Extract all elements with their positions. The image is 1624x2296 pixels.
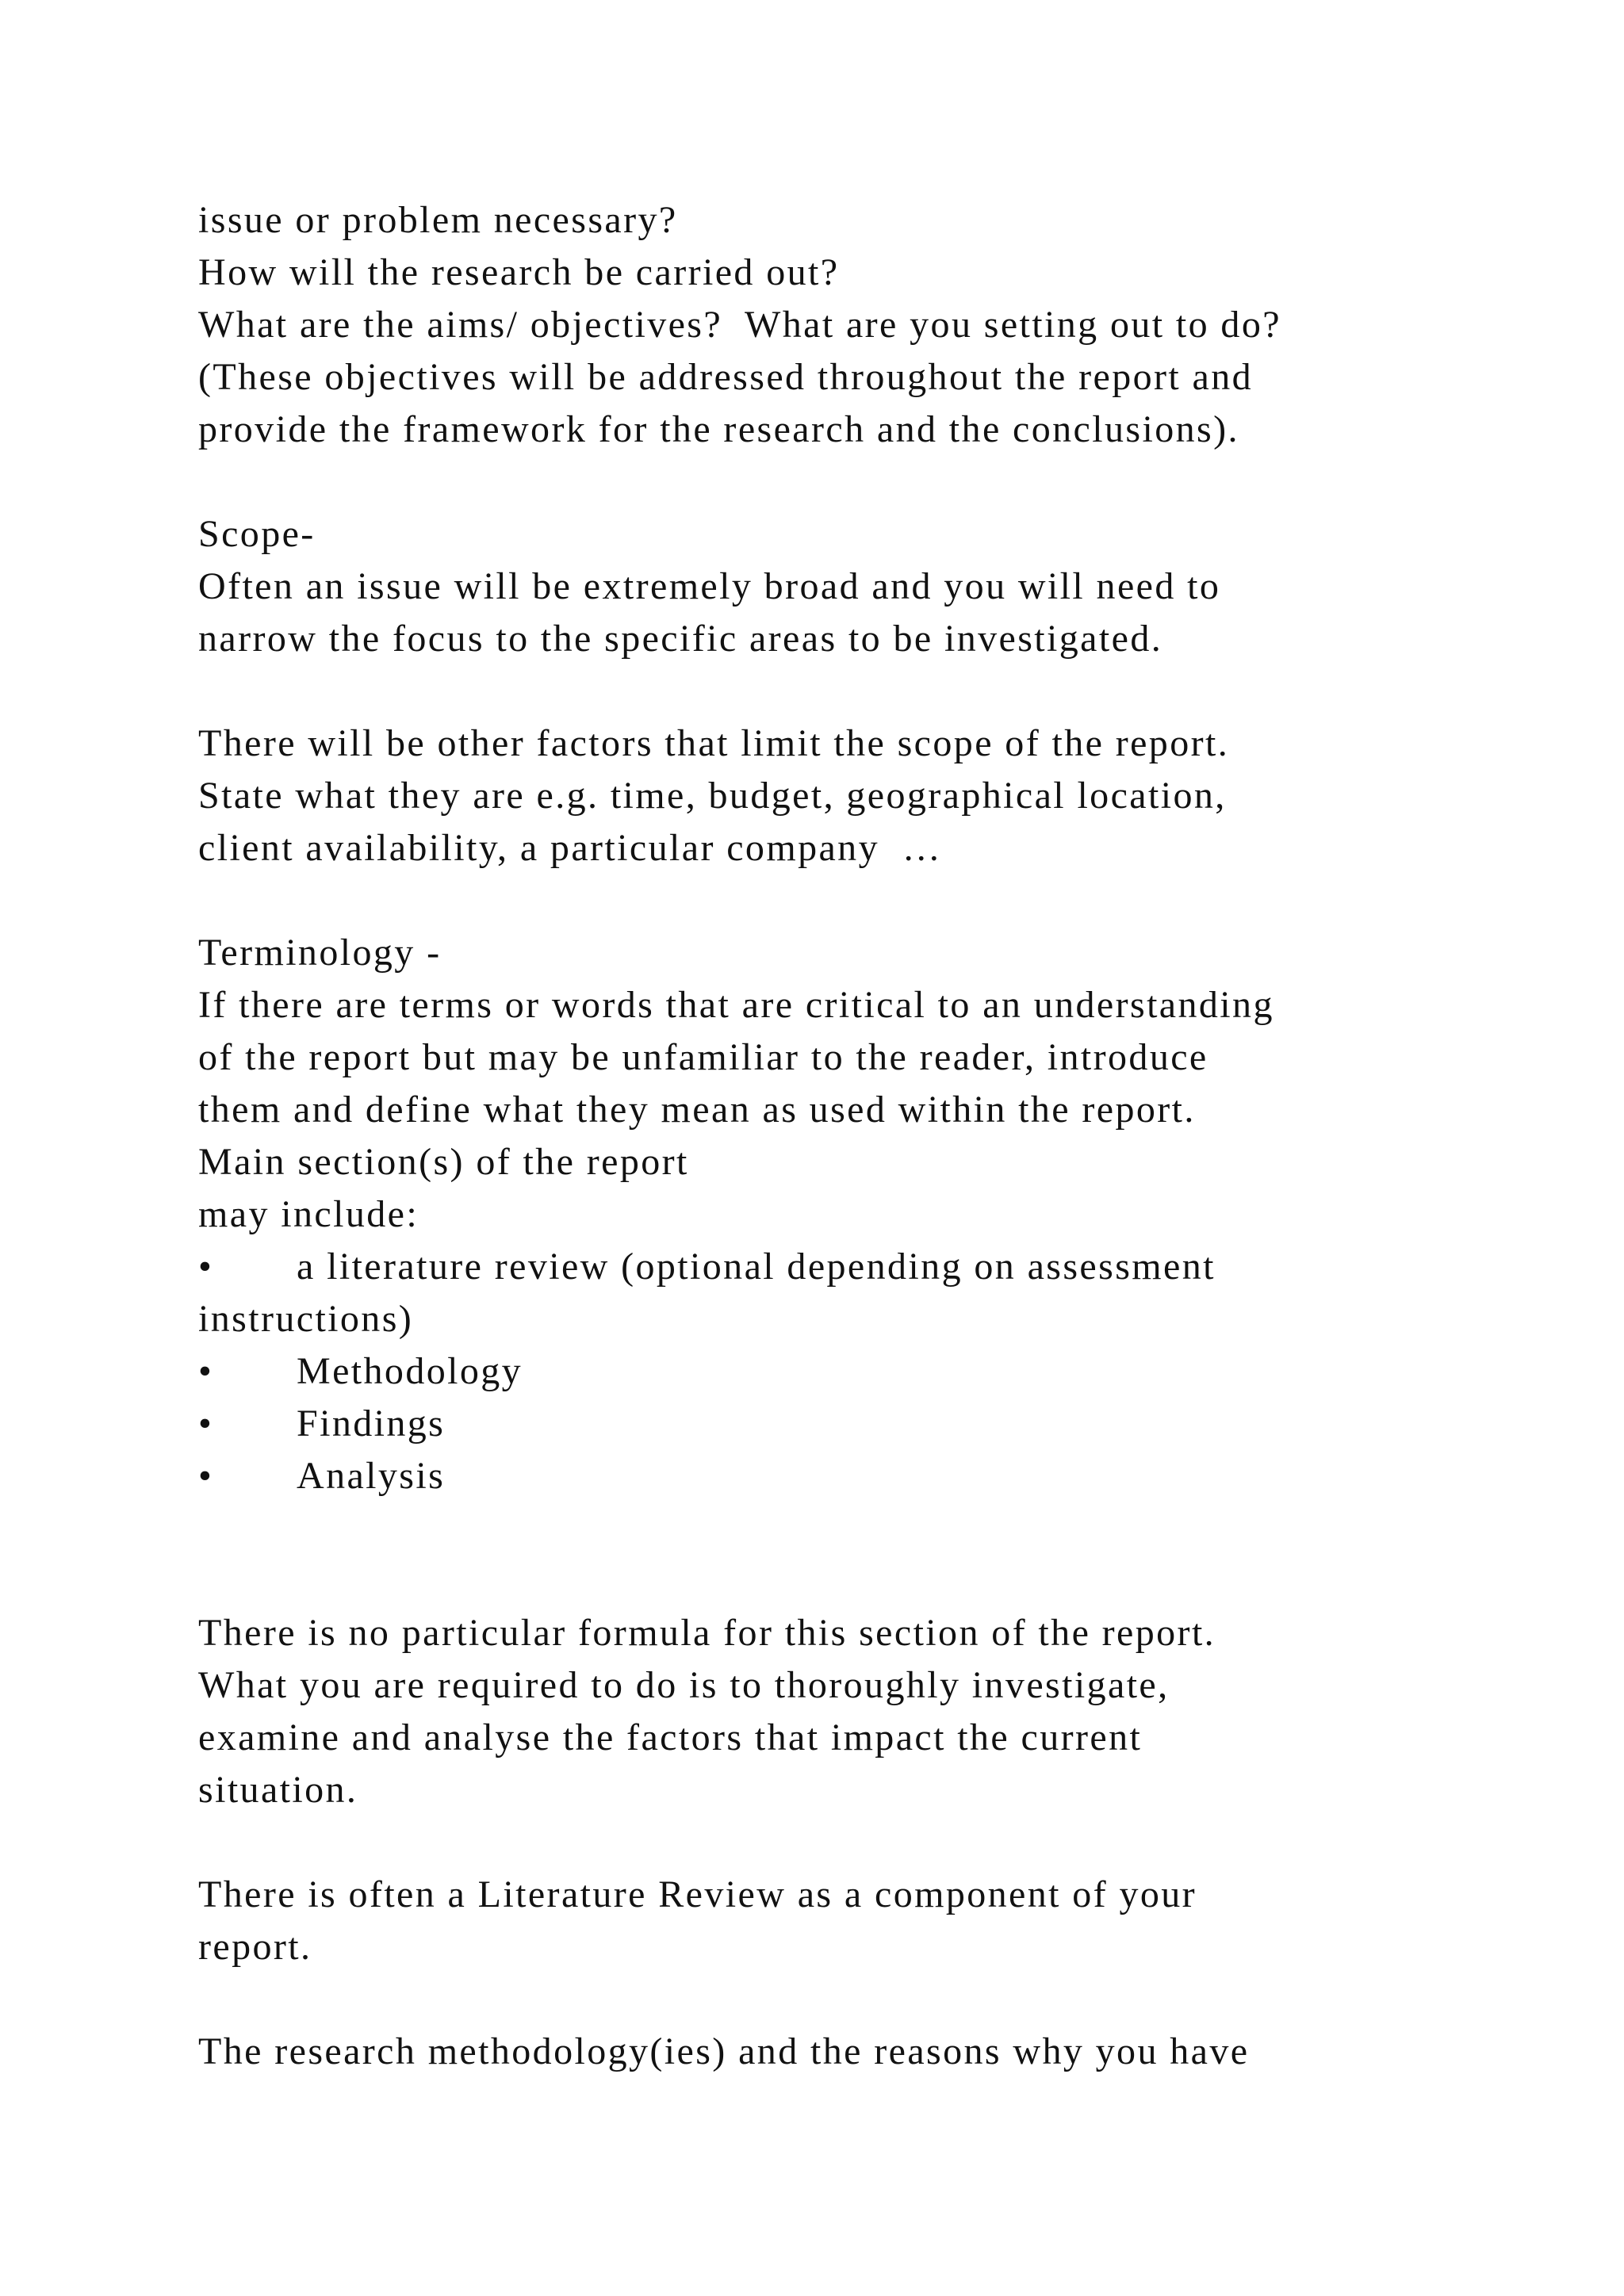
body-line: There is often a Literature Review as a component of your <box>198 1873 1197 1915</box>
paragraph-gap <box>198 665 1546 718</box>
scope-heading: Scope- <box>198 513 316 555</box>
paragraph-gap <box>198 1973 1546 2026</box>
body-line: narrow the focus to the specific areas to be investigated. <box>198 618 1163 660</box>
paragraph-gap <box>198 456 1546 508</box>
body-line: of the report but may be unfamiliar to the reader, introduce <box>198 1036 1208 1078</box>
body-line: There will be other factors that limit the scope of the report. <box>198 722 1230 764</box>
bullet-text: Methodology <box>297 1350 523 1392</box>
bullet-item <box>198 1241 1546 1293</box>
bullet-icon: • <box>198 1350 214 1392</box>
body-line: The research methodology(ies) and the reasons why you have <box>198 2030 1250 2072</box>
body-line: There is no particular formula for this section of the report. <box>198 1612 1216 1654</box>
bullet-text: Findings <box>297 1402 446 1445</box>
bullet-continuation: instructions) <box>198 1298 414 1340</box>
body-line: situation. <box>198 1769 358 1811</box>
body-line: provide the framework for the research and the conclusions). <box>198 408 1239 450</box>
bullet-icon: • <box>198 1455 214 1497</box>
terminology-heading: Terminology - <box>198 932 442 974</box>
body-line: (These objectives will be addressed throughout the report and <box>198 356 1254 398</box>
body-line: What you are required to do is to thoroughly investigate, <box>198 1664 1170 1706</box>
body-line: examine and analyse the factors that impact the current <box>198 1716 1143 1758</box>
bullet-item <box>198 1345 1546 1398</box>
main-section-lead: may include: <box>198 1193 419 1235</box>
paragraph-gap <box>198 1816 1546 1869</box>
bullet-text: a literature review (optional depending on assessment <box>297 1246 1216 1288</box>
body-line: them and define what they mean as used within the report. <box>198 1089 1196 1131</box>
body-line: How will the research be carried out? <box>198 251 840 293</box>
main-section-heading: Main section(s) of the report <box>198 1141 689 1183</box>
bullet-item <box>198 1450 1546 1502</box>
document-body <box>198 194 1546 2078</box>
body-line: report. <box>198 1926 312 1968</box>
bullet-item <box>198 1398 1546 1450</box>
body-line: What are the aims/ objectives? What are you setting out to do? <box>198 304 1281 346</box>
paragraph-gap <box>198 874 1546 927</box>
body-line: client availability, a particular company … <box>198 827 943 869</box>
body-line: State what they are e.g. time, budget, geographical location, <box>198 775 1227 817</box>
bullet-icon: • <box>198 1402 214 1445</box>
body-line: If there are terms or words that are critical to an understanding <box>198 984 1274 1026</box>
body-line: issue or problem necessary? <box>198 199 678 241</box>
bullet-text: Analysis <box>297 1455 446 1497</box>
paragraph-gap <box>198 1502 1546 1607</box>
body-line: Often an issue will be extremely broad and you will need to <box>198 565 1221 607</box>
bullet-icon: • <box>198 1246 214 1288</box>
